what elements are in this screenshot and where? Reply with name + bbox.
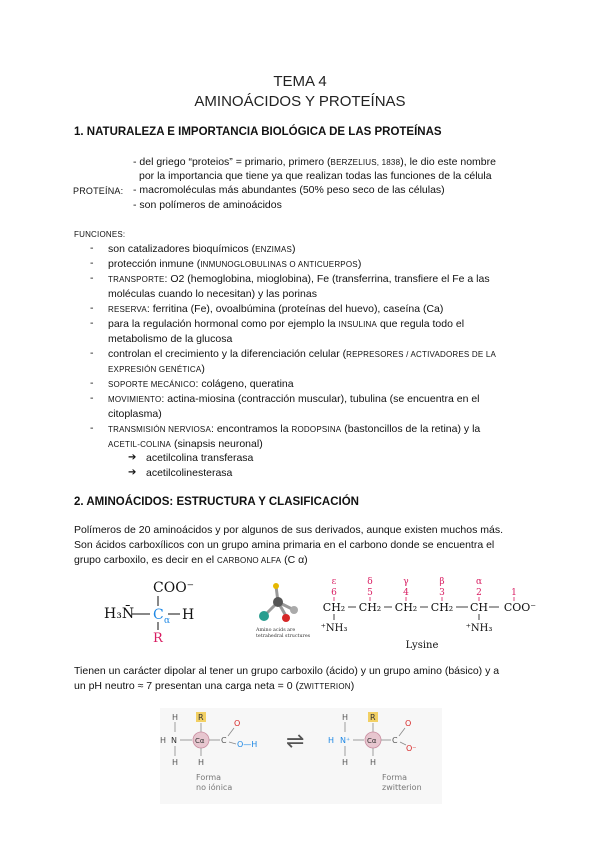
atom-ominus: O⁻	[406, 744, 417, 753]
section1-heading: 1. NATURALEZA E IMPORTANCIA BIOLÓGICA DE LAS PROTEÍNAS	[74, 126, 442, 138]
smallcaps: TRANSMISIÓN NERVIOSA	[108, 425, 211, 434]
chain-group: CH₂	[322, 601, 346, 614]
chain-group: CH₂	[394, 601, 418, 614]
text: protección inmune (	[108, 258, 201, 270]
arrow-icon: ➔	[128, 467, 137, 478]
c-alpha-label: C	[153, 607, 164, 623]
atom-n: N	[171, 736, 177, 745]
atom-h: H	[172, 758, 179, 767]
atom-c: C	[221, 736, 227, 745]
atom-ca: Cα	[195, 737, 205, 745]
text: que regula todo el	[377, 318, 465, 330]
bullet-dash: -	[90, 302, 94, 314]
text: son catalizadores bioquímicos (	[108, 243, 256, 255]
function-item-enzymes	[108, 242, 528, 257]
h-label: H	[182, 607, 195, 623]
sub-item: acetilcolina transferasa	[146, 452, 254, 464]
text: metabolismo de la glucosa	[108, 333, 233, 345]
zwitterion-figure	[160, 708, 442, 804]
sub-item: acetilcolinesterasa	[146, 467, 233, 479]
greek-label: δ	[367, 577, 373, 587]
bullet-dash: -	[90, 392, 94, 404]
author: BERZELIUS, 1838	[330, 158, 401, 167]
text: (C α)	[281, 554, 308, 566]
smallcaps: INSULINA	[338, 320, 378, 329]
text: moléculas cuando lo necesitan) y las porinas	[108, 288, 317, 300]
atom-r: R	[370, 713, 376, 722]
chain-group: CH₂	[430, 601, 454, 614]
smallcaps: ACETIL-COLINA	[108, 440, 172, 449]
atom-ca: Cα	[367, 737, 377, 745]
section2-paragraph	[74, 523, 534, 568]
protein-label: PROTEÍNA:	[73, 186, 124, 196]
smallcaps: TRANSPORTE	[108, 275, 165, 284]
text: controlan el crecimiento y la diferenciación celular (	[108, 348, 347, 360]
text: : O2 (hemoglobina, mioglobina), Fe (transferrina, transfiere el Fe a las	[164, 273, 490, 285]
equilibrium-arrow-icon: ⇌	[286, 729, 305, 754]
definition-line-1	[133, 155, 496, 170]
bullet-dash: -	[90, 272, 94, 284]
chain	[323, 601, 537, 614]
function-item-nervous	[108, 422, 528, 452]
carbon-labels	[331, 577, 517, 598]
number-label: 3	[439, 588, 445, 598]
number-label: 2	[476, 588, 482, 598]
chain-group: COO⁻	[503, 601, 537, 614]
atom-h: H	[370, 758, 377, 767]
atom	[290, 606, 298, 614]
caption: Forma	[382, 773, 408, 782]
atom-r: R	[198, 713, 204, 722]
number-label: 4	[403, 588, 409, 598]
alpha-label: α	[164, 616, 171, 626]
atom-c: C	[392, 736, 398, 745]
number-label: 1	[511, 588, 517, 598]
text: : encontramos la	[210, 423, 292, 435]
atom	[273, 583, 279, 589]
atom-o: O	[234, 719, 241, 728]
section2-heading: 2. AMINOÁCIDOS: ESTRUCTURA Y CLASIFICACIÓN	[74, 496, 359, 508]
atom-h: H	[342, 713, 349, 722]
text: citoplasma)	[108, 408, 162, 420]
smallcaps: EXPRESIÓN GENÉTICA	[108, 365, 202, 374]
nh3-group: ⁺NH₃	[320, 623, 348, 634]
caption: Forma	[196, 773, 222, 782]
greek-label: β	[439, 577, 445, 587]
function-item-transport	[108, 272, 528, 302]
atom	[273, 597, 283, 607]
page-subtitle: AMINOÁCIDOS Y PROTEÍNAS	[194, 93, 406, 110]
text: )	[350, 680, 355, 692]
greek-label: γ	[403, 577, 409, 587]
smallcaps: SOPORTE MECÁNICO	[108, 380, 196, 389]
caption: no iónica	[196, 783, 233, 792]
amino-acid-structure	[100, 574, 250, 644]
r-label: R	[153, 631, 163, 644]
atom-nplus: N⁺	[340, 736, 351, 745]
functions-heading: FUNCIONES:	[74, 230, 126, 239]
smallcaps: RODOPSINA	[291, 425, 342, 434]
atom-oh: O—H	[237, 740, 258, 749]
number-label: 6	[331, 588, 337, 598]
text: (sinapsis neuronal)	[171, 438, 263, 450]
smallcaps: ENZIMAS	[255, 245, 293, 254]
chain-group: CH₂	[358, 601, 382, 614]
atom-h: H	[160, 736, 167, 745]
text: Polímeros de 20 aminoácidos y por algunos de sus derivados, aunque existen muchos más.	[74, 524, 503, 536]
atom-h: H	[198, 758, 205, 767]
function-item-movement	[108, 392, 528, 422]
bullet-dash: -	[90, 377, 94, 389]
caption: tetrahedral structures	[256, 634, 311, 639]
smallcaps: REPRESORES / ACTIVADORES DE LA	[346, 350, 497, 359]
caption: zwitterion	[382, 783, 422, 792]
lysine-name: Lysine	[405, 640, 439, 651]
text: )	[357, 258, 362, 270]
bullet-dash: -	[90, 422, 94, 434]
text: un pH neutro ≈ 7 presentan una carga neta = 0 (	[74, 680, 299, 692]
atom	[282, 614, 290, 622]
atom-h: H	[328, 736, 335, 745]
text: )	[292, 243, 296, 255]
caption: Amino acids are	[256, 628, 296, 633]
page-title: TEMA 4	[273, 73, 327, 90]
bullet-dash: -	[90, 347, 94, 359]
coo-label: COO⁻	[153, 580, 195, 596]
function-item-reserve	[108, 302, 528, 317]
smallcaps: ZWITTERION	[298, 682, 351, 691]
smallcaps: MOVIMIENTO	[108, 395, 162, 404]
text: para la regulación hormonal como por ejemplo la	[108, 318, 339, 330]
definition-line-3: - macromoléculas más abundantes (50% peso seco de las células)	[133, 184, 445, 196]
text: : ferritina (Fe), ovoalbúmina (proteínas del huevo), caseína (Ca)	[146, 303, 444, 315]
bullet-dash: -	[90, 242, 94, 254]
definition-line-2: por la importancia que tiene ya que realizan todas las funciones de la célula	[139, 170, 492, 182]
text: grupo carboxilo, es decir en el	[74, 554, 217, 566]
text: - del griego “proteios” = primario, primero (	[133, 156, 331, 168]
text: Son ácidos carboxílicos con un grupo amina primaria en el carbono donde se encuentra el	[74, 539, 495, 551]
dipolar-paragraph	[74, 664, 544, 694]
smallcaps: RESERVA	[108, 305, 147, 314]
smallcaps: CARBONO ALFA	[217, 556, 282, 565]
function-item-support	[108, 377, 528, 392]
bullet-dash: -	[90, 317, 94, 329]
text: ), le dio este nombre	[400, 156, 496, 168]
atom-h: H	[342, 758, 349, 767]
nh3-group: ⁺NH₃	[465, 623, 493, 634]
greek-label: ε	[331, 577, 337, 587]
number-label: 5	[367, 588, 373, 598]
smallcaps: INMUNOGLOBULINAS O ANTICUERPOS	[200, 260, 358, 269]
atom-h: H	[172, 713, 179, 722]
text: )	[201, 363, 205, 375]
arrow-icon: ➔	[128, 452, 137, 463]
function-item-growth	[108, 347, 528, 377]
text: Tienen un carácter dipolar al tener un grupo carboxilo (ácido) y un grupo amino (básico) y a	[74, 665, 500, 677]
text: (bastoncillos de la retina) y la	[341, 423, 481, 435]
atom	[259, 611, 269, 621]
bullet-dash: -	[90, 257, 94, 269]
text: : actina-miosina (contracción muscular), tubulina (se encuentra en el	[161, 393, 480, 405]
definition-line-4: - son polímeros de aminoácidos	[133, 199, 282, 211]
atom-o: O	[405, 719, 412, 728]
text: : colágeno, queratina	[195, 378, 294, 390]
chain-group: CH	[469, 601, 489, 614]
h3n-label: H₃N̄	[104, 606, 135, 622]
lysine-structure	[318, 573, 540, 653]
function-item-hormonal	[108, 317, 528, 347]
greek-label: α	[475, 577, 483, 587]
function-item-immune	[108, 257, 528, 272]
tetrahedral-model-image	[250, 578, 320, 640]
